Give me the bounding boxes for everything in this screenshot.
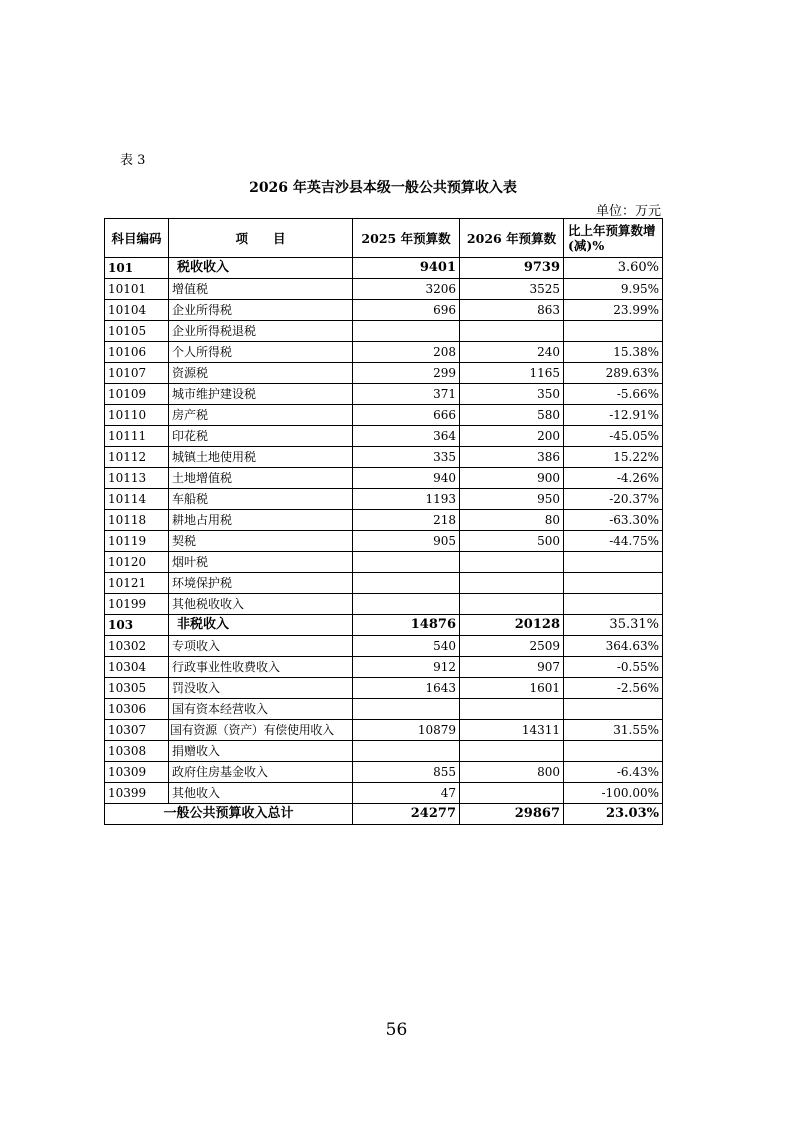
header-item: 项 目 (169, 219, 353, 258)
row-change-percent: 15.38% (564, 342, 663, 363)
row-change-percent: -4.26% (564, 468, 663, 489)
row-code: 10111 (105, 426, 169, 447)
table-row (105, 720, 663, 741)
row-change-percent: -44.75% (564, 531, 663, 552)
row-code: 10109 (105, 384, 169, 405)
row-budget-2025 (353, 699, 460, 720)
row-budget-2026: 20128 (460, 615, 564, 636)
row-budget-2026: 800 (460, 762, 564, 783)
table-row (105, 489, 663, 510)
row-change-percent: 31.55% (564, 720, 663, 741)
row-change-percent: 3.60% (564, 258, 663, 279)
row-item: 车船税 (169, 489, 353, 510)
total-budget-2026: 29867 (460, 804, 564, 825)
row-item: 企业所得税退税 (169, 321, 353, 342)
row-code: 10120 (105, 552, 169, 573)
row-code: 10118 (105, 510, 169, 531)
page-number: 56 (385, 1020, 408, 1040)
row-code: 10105 (105, 321, 169, 342)
row-budget-2026: 950 (460, 489, 564, 510)
row-item: 耕地占用税 (169, 510, 353, 531)
total-budget-2025: 24277 (353, 804, 460, 825)
row-change-percent (564, 573, 663, 594)
row-code: 10104 (105, 300, 169, 321)
row-budget-2025: 666 (353, 405, 460, 426)
row-code: 10107 (105, 363, 169, 384)
row-code: 10199 (105, 594, 169, 615)
row-budget-2026: 3525 (460, 279, 564, 300)
row-code: 10114 (105, 489, 169, 510)
row-budget-2025 (353, 552, 460, 573)
row-budget-2026: 863 (460, 300, 564, 321)
row-change-percent: 15.22% (564, 447, 663, 468)
row-item: 其他收入 (169, 783, 353, 804)
table-row (105, 468, 663, 489)
header-change-percent: 比上年预算数增(减)% (564, 219, 663, 258)
table-row (105, 678, 663, 699)
row-budget-2025: 208 (353, 342, 460, 363)
table-body (105, 258, 663, 804)
row-change-percent (564, 594, 663, 615)
row-budget-2025: 335 (353, 447, 460, 468)
row-budget-2026: 580 (460, 405, 564, 426)
row-budget-2026: 900 (460, 468, 564, 489)
row-code: 10309 (105, 762, 169, 783)
row-budget-2026: 240 (460, 342, 564, 363)
row-change-percent: -12.91% (564, 405, 663, 426)
row-change-percent (564, 741, 663, 762)
row-code: 10113 (105, 468, 169, 489)
row-budget-2026 (460, 552, 564, 573)
table-row (105, 783, 663, 804)
row-budget-2025 (353, 741, 460, 762)
row-item: 税收收入 (169, 258, 353, 279)
table-row (105, 657, 663, 678)
row-code: 10119 (105, 531, 169, 552)
table-row (105, 279, 663, 300)
row-change-percent: 9.95% (564, 279, 663, 300)
row-item: 环境保护税 (169, 573, 353, 594)
row-budget-2025: 912 (353, 657, 460, 678)
row-budget-2026 (460, 573, 564, 594)
row-change-percent (564, 321, 663, 342)
row-budget-2026 (460, 594, 564, 615)
row-item: 国有资源（资产）有偿使用收入 (169, 720, 353, 741)
total-label: 一般公共预算收入总计 (105, 804, 353, 825)
table-row (105, 573, 663, 594)
row-budget-2026 (460, 783, 564, 804)
row-budget-2026: 907 (460, 657, 564, 678)
row-budget-2025 (353, 594, 460, 615)
row-item: 房产税 (169, 405, 353, 426)
row-budget-2026 (460, 699, 564, 720)
row-budget-2025: 1193 (353, 489, 460, 510)
row-budget-2026: 500 (460, 531, 564, 552)
row-budget-2025: 371 (353, 384, 460, 405)
category-row (105, 258, 663, 279)
header-code: 科目编码 (105, 219, 169, 258)
row-item: 企业所得税 (169, 300, 353, 321)
row-code: 10399 (105, 783, 169, 804)
row-budget-2025: 696 (353, 300, 460, 321)
row-item: 捐赠收入 (169, 741, 353, 762)
table-row (105, 363, 663, 384)
table-row (105, 531, 663, 552)
header-budget-2025: 2025 年预算数 (353, 219, 460, 258)
row-budget-2025: 14876 (353, 615, 460, 636)
table-row (105, 405, 663, 426)
row-budget-2025: 905 (353, 531, 460, 552)
table-header-row (105, 219, 663, 258)
unit-label: 单位：万元 (595, 204, 661, 219)
row-change-percent: -100.00% (564, 783, 663, 804)
table-row (105, 321, 663, 342)
row-budget-2026: 9739 (460, 258, 564, 279)
table-row (105, 699, 663, 720)
row-item: 印花税 (169, 426, 353, 447)
table-row (105, 384, 663, 405)
row-budget-2026 (460, 741, 564, 762)
row-item: 其他税收收入 (169, 594, 353, 615)
table-row (105, 636, 663, 657)
row-code: 10121 (105, 573, 169, 594)
row-budget-2025: 540 (353, 636, 460, 657)
header-budget-2026: 2026 年预算数 (460, 219, 564, 258)
row-item: 城市维护建设税 (169, 384, 353, 405)
row-budget-2025: 855 (353, 762, 460, 783)
row-item: 国有资本经营收入 (169, 699, 353, 720)
row-change-percent: 23.99% (564, 300, 663, 321)
row-code: 10304 (105, 657, 169, 678)
table-row (105, 552, 663, 573)
row-item: 罚没收入 (169, 678, 353, 699)
table-label: 表 3 (120, 153, 146, 168)
row-code: 10101 (105, 279, 169, 300)
table-row (105, 447, 663, 468)
row-change-percent (564, 552, 663, 573)
row-item: 政府住房基金收入 (169, 762, 353, 783)
row-code: 10307 (105, 720, 169, 741)
row-budget-2026: 80 (460, 510, 564, 531)
row-change-percent: -20.37% (564, 489, 663, 510)
row-budget-2026: 2509 (460, 636, 564, 657)
document-title: 2026 年英吉沙县本级一般公共预算收入表 (249, 180, 517, 196)
row-budget-2025: 1643 (353, 678, 460, 699)
row-change-percent (564, 699, 663, 720)
table-row (105, 762, 663, 783)
row-budget-2025: 299 (353, 363, 460, 384)
row-budget-2026: 1601 (460, 678, 564, 699)
row-budget-2025 (353, 321, 460, 342)
table-row (105, 594, 663, 615)
row-item: 资源税 (169, 363, 353, 384)
total-change-percent: 23.03% (564, 804, 663, 825)
row-item: 契税 (169, 531, 353, 552)
row-budget-2025: 940 (353, 468, 460, 489)
row-item: 个人所得税 (169, 342, 353, 363)
row-change-percent: -2.56% (564, 678, 663, 699)
row-code: 101 (105, 258, 169, 279)
row-change-percent: -0.55% (564, 657, 663, 678)
row-budget-2026: 1165 (460, 363, 564, 384)
row-item: 专项收入 (169, 636, 353, 657)
table-row (105, 300, 663, 321)
row-code: 10302 (105, 636, 169, 657)
row-item: 城镇土地使用税 (169, 447, 353, 468)
row-code: 10306 (105, 699, 169, 720)
row-budget-2025: 3206 (353, 279, 460, 300)
row-code: 103 (105, 615, 169, 636)
row-code: 10106 (105, 342, 169, 363)
row-budget-2025: 364 (353, 426, 460, 447)
row-code: 10305 (105, 678, 169, 699)
row-change-percent: -6.43% (564, 762, 663, 783)
row-budget-2026 (460, 321, 564, 342)
row-item: 非税收入 (169, 615, 353, 636)
budget-table (104, 218, 663, 825)
row-change-percent: 35.31% (564, 615, 663, 636)
row-budget-2026: 350 (460, 384, 564, 405)
category-row (105, 615, 663, 636)
row-budget-2025: 218 (353, 510, 460, 531)
row-change-percent: 289.63% (564, 363, 663, 384)
table-row (105, 426, 663, 447)
row-change-percent: -45.05% (564, 426, 663, 447)
row-code: 10112 (105, 447, 169, 468)
row-change-percent: -63.30% (564, 510, 663, 531)
row-code: 10308 (105, 741, 169, 762)
row-change-percent: -5.66% (564, 384, 663, 405)
row-budget-2025: 10879 (353, 720, 460, 741)
row-budget-2026: 200 (460, 426, 564, 447)
row-item: 行政事业性收费收入 (169, 657, 353, 678)
row-budget-2026: 14311 (460, 720, 564, 741)
total-row (105, 804, 663, 825)
row-item: 烟叶税 (169, 552, 353, 573)
table-row (105, 342, 663, 363)
row-budget-2025: 47 (353, 783, 460, 804)
table-row (105, 510, 663, 531)
row-item: 土地增值税 (169, 468, 353, 489)
row-budget-2026: 386 (460, 447, 564, 468)
row-item: 增值税 (169, 279, 353, 300)
row-change-percent: 364.63% (564, 636, 663, 657)
row-budget-2025: 9401 (353, 258, 460, 279)
row-code: 10110 (105, 405, 169, 426)
row-budget-2025 (353, 573, 460, 594)
table-row (105, 741, 663, 762)
